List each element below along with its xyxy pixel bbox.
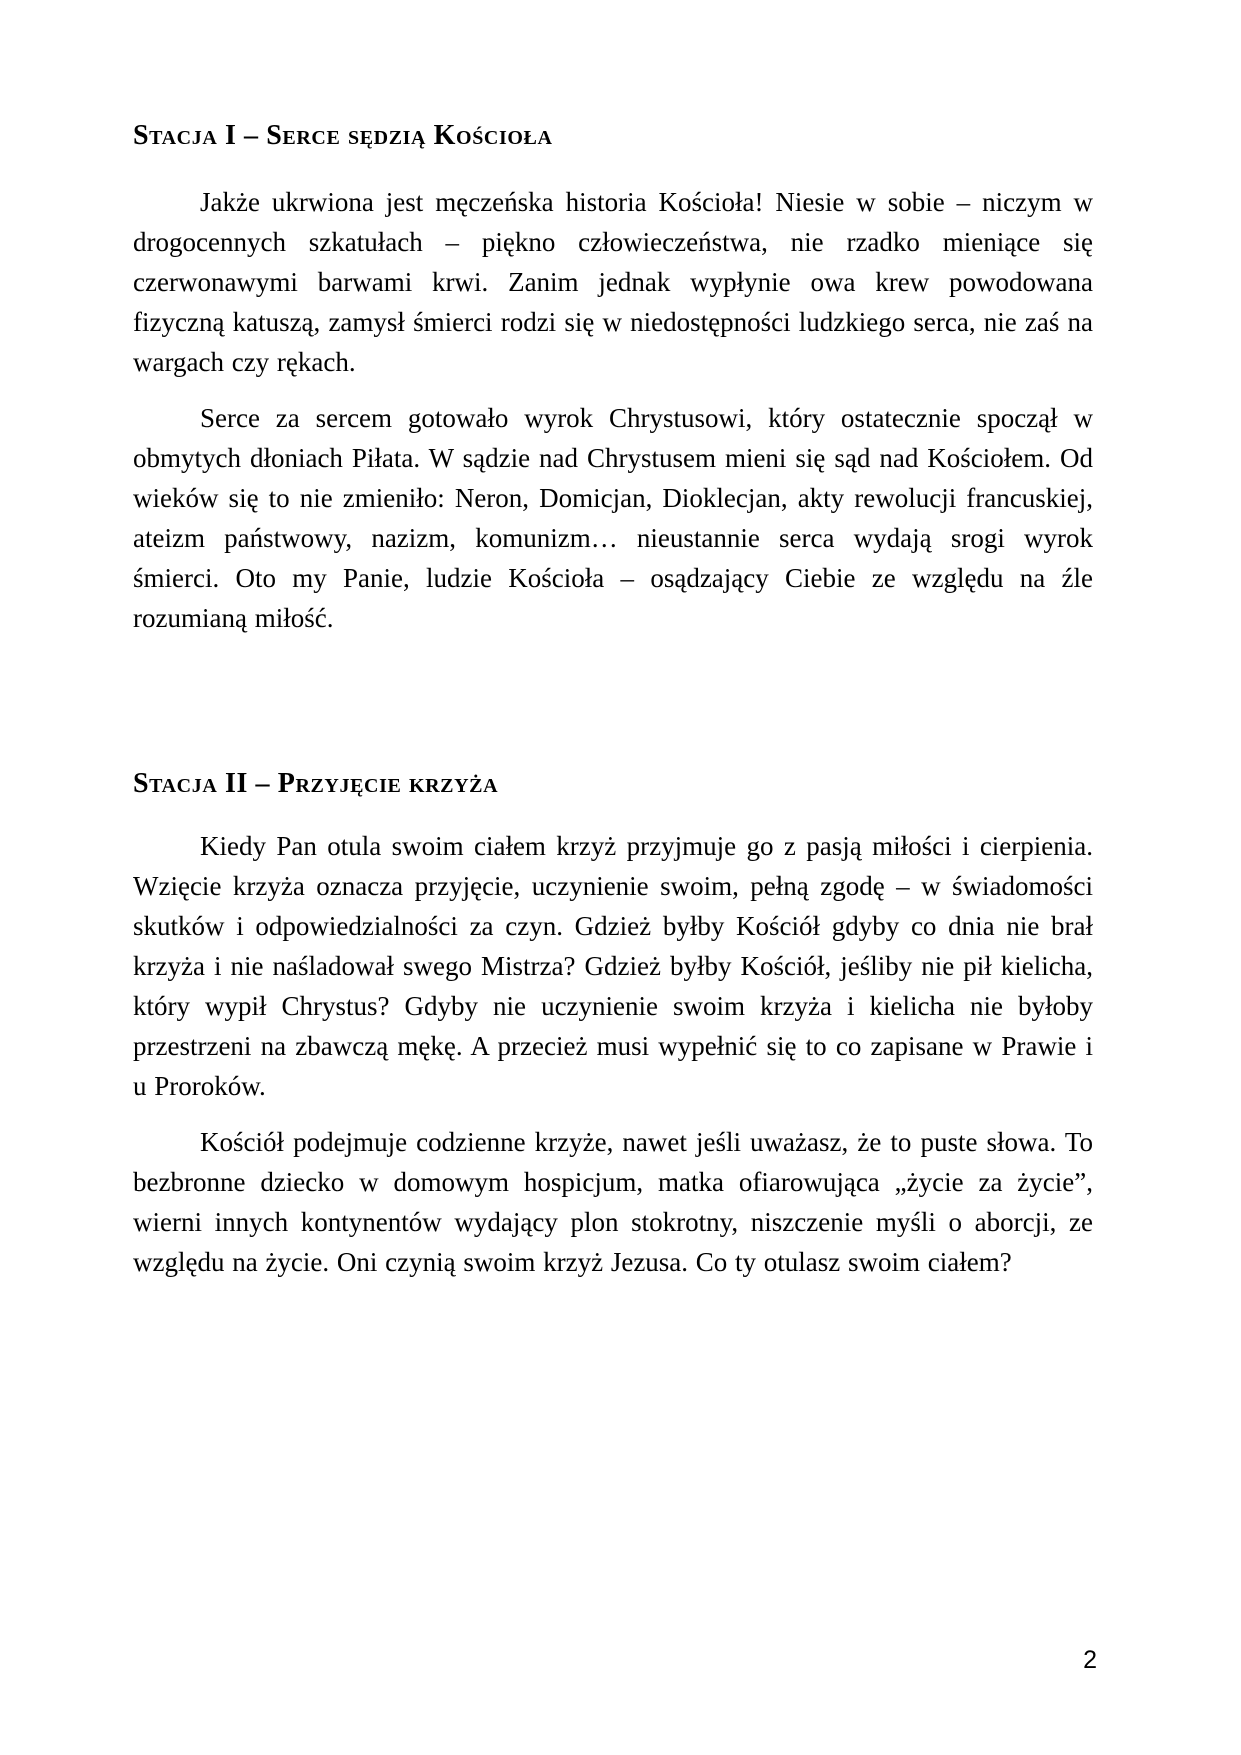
section-1-paragraph-2: Serce za sercem gotowało wyrok Chrystusowi, który ostatecznie spoczął w obmytych dłoniach Piłata. W sądzie nad Chrystusem mieni się sąd nad Kościołem. Od wieków się to nie zmieniło: Neron, Domicjan, Dioklecjan, akty rewolucji francuskiej, ateizm państwowy, nazizm, komunizm… nieustannie serca wydają srogi wyrok śmierci. Oto my Panie, ludzie Kościoła – osądzający Ciebie ze względu na źle rozumianą miłość. (133, 403, 1093, 633)
section-1-paragraph-1: Jakże ukrwiona jest męczeńska historia Kościoła! Niesie w sobie – niczym w drogocennych szkatułach – piękno człowieczeństwa, nie rzadko mieniące się czerwonawymi barwami krwi. Zanim jednak wypłynie owa krew powodowana fizyczną katuszą, zamysł śmierci rodzi się w niedostępności ludzkiego serca, nie zaś na wargach czy rękach. (133, 187, 1093, 377)
section-2-paragraph-2: Kościół podejmuje codzienne krzyże, nawet jeśli uważasz, że to puste słowa. To bezbronne dziecko w domowym hospicjum, matka ofiarowująca „życie za życie”, wierni innych kontynentów wydający plon stokrotny, niszczenie myśli o aborcji, ze względu na życie. Oni czynią swoim krzyż Jezusa. Co ty otulasz swoim ciałem? (133, 1127, 1093, 1277)
section-2-heading: Stacja II – Przyjęcie krzyża (133, 768, 499, 799)
page-number: 2 (1083, 1646, 1097, 1674)
section-2-paragraph-1: Kiedy Pan otula swoim ciałem krzyż przyjmuje go z pasją miłości i cierpienia. Wzięcie krzyża oznacza przyjęcie, uczynienie swoim, pełną zgodę – w świadomości skutków i odpowiedzialności za czyn. Gdzież byłby Kościół gdyby co dnia nie brał krzyża i nie naśladował swego Mistrza? Gdzież byłby Kościół, jeśliby nie pił kielicha, który wypił Chrystus? Gdyby nie uczynienie swoim krzyża i kielicha nie byłoby przestrzeni na zbawczą mękę. A przecież musi wypełnić się to co zapisane w Prawie i u Proroków. (133, 831, 1093, 1101)
section-1-heading: Stacja I – Serce sędzią Kościoła (133, 120, 553, 151)
